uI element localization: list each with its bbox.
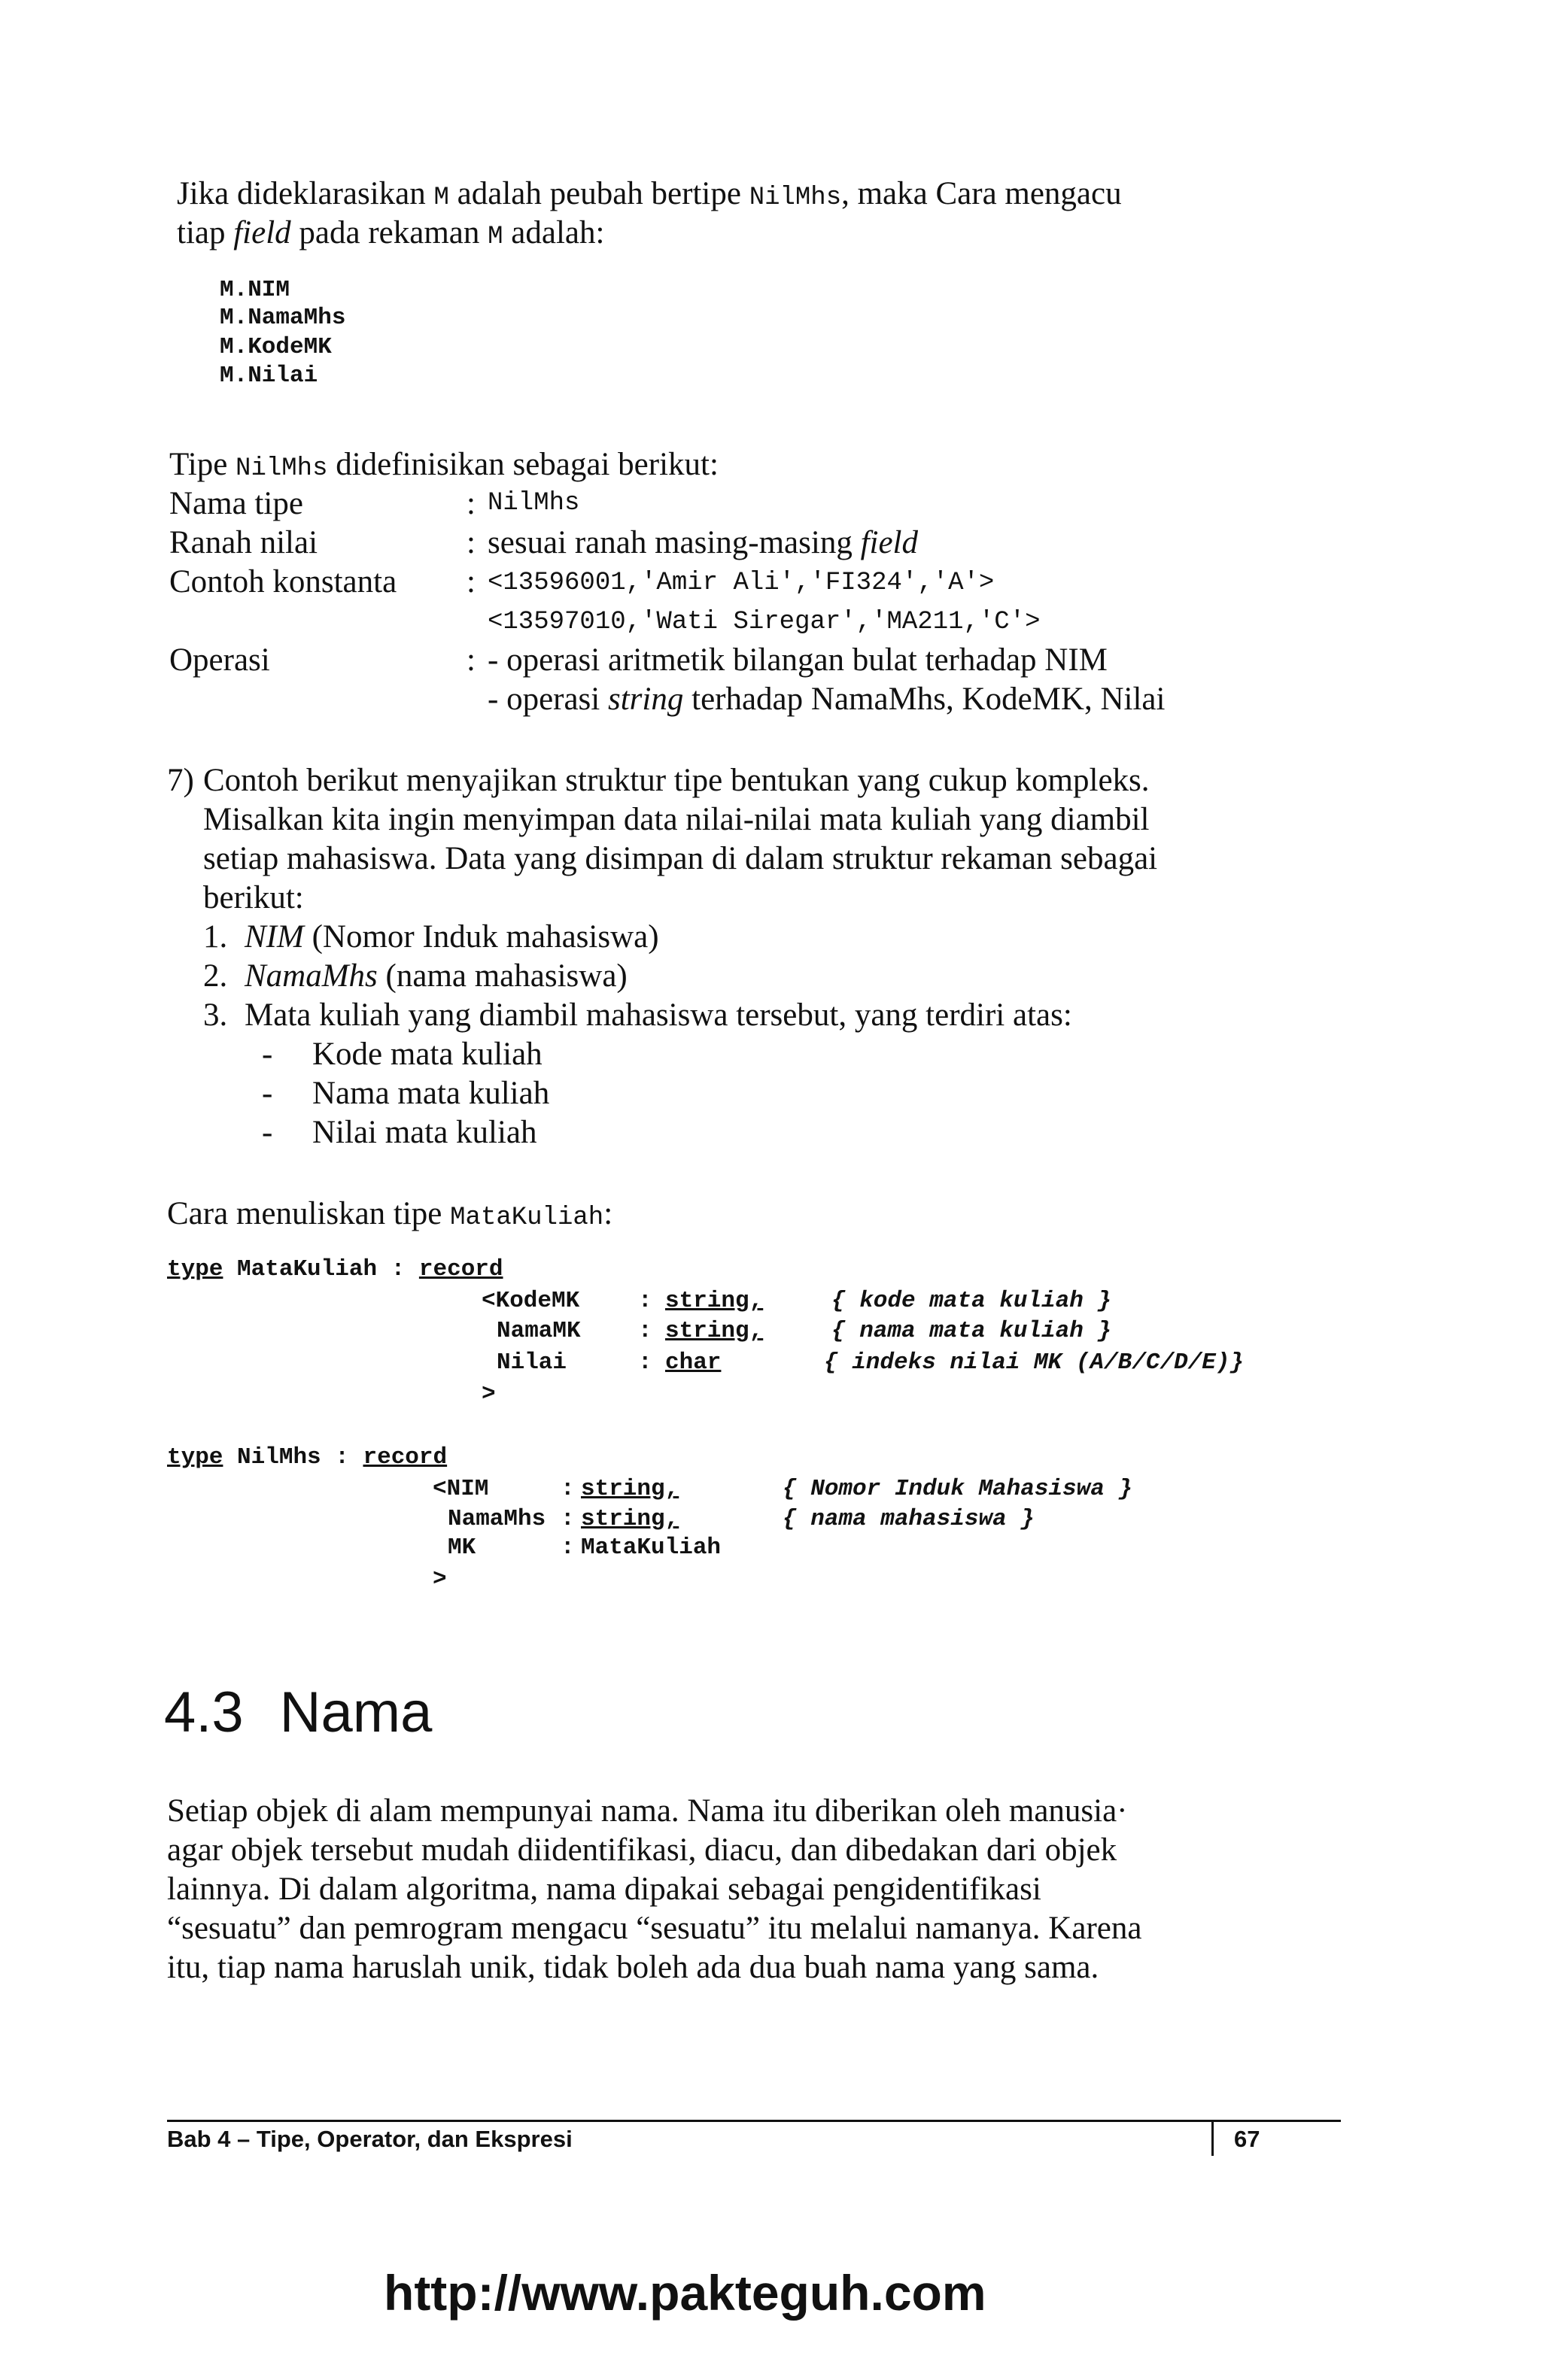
code1-field-type: char bbox=[665, 1349, 722, 1376]
intro-line-2: tiap field pada rekaman M adalah: bbox=[177, 215, 605, 251]
code2-field-colon: : bbox=[561, 1535, 575, 1561]
field-ref-nim: M.NIM bbox=[220, 277, 290, 303]
code2-header: type NilMhs : record bbox=[167, 1444, 448, 1471]
code2-field-type: MataKuliah bbox=[581, 1535, 722, 1561]
code1-field-comment: { kode mata kuliah } bbox=[831, 1288, 1112, 1314]
typedef-sep: : bbox=[467, 564, 476, 600]
watermark-url[interactable]: http://www.pakteguh.com bbox=[384, 2265, 986, 2321]
code2-field-type: string, bbox=[581, 1506, 679, 1532]
code1-header: type MataKuliah : record bbox=[167, 1256, 503, 1283]
sublist-item-1: Kode mata kuliah bbox=[312, 1037, 543, 1072]
typedef-label-contoh: Contoh konstanta bbox=[169, 564, 397, 600]
code2-field-type: string, bbox=[581, 1476, 679, 1502]
section-para-line-3: lainnya. Di dalam algoritma, nama dipakai sebagai pengidentifikasi bbox=[167, 1872, 1041, 1907]
code2-field-comment: { Nomor Induk Mahasiswa } bbox=[783, 1476, 1133, 1502]
footer-divider bbox=[1211, 2120, 1214, 2156]
code1-field-name: Nilai bbox=[497, 1349, 567, 1376]
code1-field-colon: : bbox=[638, 1318, 652, 1344]
list-item-2: 2. NamaMhs (nama mahasiswa) bbox=[203, 958, 628, 994]
code2-field-name: NamaMhs bbox=[448, 1506, 546, 1532]
field-ref-kodemk: M.KodeMK bbox=[220, 334, 332, 360]
section-heading: 4.3 Nama bbox=[164, 1680, 433, 1744]
code2-field-comment: { nama mahasiswa } bbox=[783, 1506, 1035, 1532]
sublist-dash: - bbox=[262, 1115, 273, 1150]
code1-field-comment: { nama mata kuliah } bbox=[831, 1318, 1112, 1344]
item7-line-1: Contoh berikut menyajikan struktur tipe bentukan yang cukup kompleks. bbox=[203, 763, 1150, 798]
code2-field-colon: : bbox=[561, 1476, 575, 1502]
item7-line-4: berikut: bbox=[203, 880, 304, 915]
sublist-dash: - bbox=[262, 1076, 273, 1111]
item7-line-3: setiap mahasiswa. Data yang disimpan di dalam struktur rekaman sebagai bbox=[203, 841, 1158, 876]
section-para-line-5: itu, tiap nama haruslah unik, tidak boleh ada dua buah nama yang sama. bbox=[167, 1950, 1099, 1985]
code1-field-colon: : bbox=[638, 1349, 652, 1376]
section-para-line-1: Setiap objek di alam mempunyai nama. Nama itu diberikan oleh manusia· bbox=[167, 1793, 1128, 1829]
field-ref-nilai: M.Nilai bbox=[220, 363, 318, 389]
typedef-value-operasi-2: - operasi string terhadap NamaMhs, KodeMK, Nilai bbox=[488, 682, 1166, 717]
code2-close: > bbox=[433, 1566, 447, 1592]
typedef-label-nama: Nama tipe bbox=[169, 486, 303, 521]
item7-number: 7) bbox=[167, 763, 194, 798]
code1-field-comment: { indeks nilai MK (A/B/C/D/E)} bbox=[824, 1349, 1245, 1376]
typedef-sep: : bbox=[467, 525, 476, 560]
typedef-value-operasi-1: - operasi aritmetik bilangan bulat terhadap NIM bbox=[488, 642, 1108, 678]
typedef-label-operasi: Operasi bbox=[169, 642, 270, 678]
item7-line-2: Misalkan kita ingin menyimpan data nilai-nilai mata kuliah yang diambil bbox=[203, 802, 1150, 837]
sublist-item-2: Nama mata kuliah bbox=[312, 1076, 550, 1111]
typedef-label-ranah: Ranah nilai bbox=[169, 525, 318, 560]
code1-field-type: string, bbox=[665, 1318, 764, 1344]
code2-field-colon: : bbox=[561, 1506, 575, 1532]
code1-close: > bbox=[482, 1381, 496, 1407]
footer-chapter: Bab 4 – Tipe, Operator, dan Ekspresi bbox=[167, 2126, 573, 2152]
typedef-value-ranah: sesuai ranah masing-masing field bbox=[488, 525, 919, 560]
typedef-value-contoh-2: <13597010,'Wati Siregar','MA211,'C'> bbox=[488, 608, 1041, 636]
typedef-heading: Tipe NilMhs didefinisikan sebagai berikut: bbox=[169, 447, 719, 483]
list-item-3: 3. Mata kuliah yang diambil mahasiswa tersebut, yang terdiri atas: bbox=[203, 997, 1072, 1033]
intro-line-1: Jika dideklarasikan M adalah peubah bertipe NilMhs, maka Cara mengacu bbox=[177, 176, 1122, 212]
typedef-sep: : bbox=[467, 642, 476, 678]
footer-rule bbox=[167, 2120, 1341, 2122]
section-para-line-2: agar objek tersebut mudah diidentifikasi, diacu, dan dibedakan dari objek bbox=[167, 1832, 1117, 1868]
list-item-1: 1. NIM (Nomor Induk mahasiswa) bbox=[203, 919, 659, 955]
sublist-dash: - bbox=[262, 1037, 273, 1072]
code2-field-name: <NIM bbox=[433, 1476, 489, 1502]
code1-field-colon: : bbox=[638, 1288, 652, 1314]
typedef-value-nama: NilMhs bbox=[488, 489, 580, 518]
page-number: 67 bbox=[1234, 2126, 1260, 2152]
cara-heading: Cara menuliskan tipe MataKuliah: bbox=[167, 1196, 613, 1232]
typedef-value-contoh-1: <13596001,'Amir Ali','FI324','A'> bbox=[488, 569, 995, 597]
code1-field-name: <KodeMK bbox=[482, 1288, 580, 1314]
typedef-sep: : bbox=[467, 486, 476, 521]
code1-field-name: NamaMK bbox=[497, 1318, 581, 1344]
sublist-item-3: Nilai mata kuliah bbox=[312, 1115, 537, 1150]
code1-field-type: string, bbox=[665, 1288, 764, 1314]
field-ref-namamhs: M.NamaMhs bbox=[220, 305, 346, 331]
code2-field-name: MK bbox=[448, 1535, 476, 1561]
section-para-line-4: “sesuatu” dan pemrogram mengacu “sesuatu” itu melalui namanya. Karena bbox=[167, 1911, 1142, 1946]
